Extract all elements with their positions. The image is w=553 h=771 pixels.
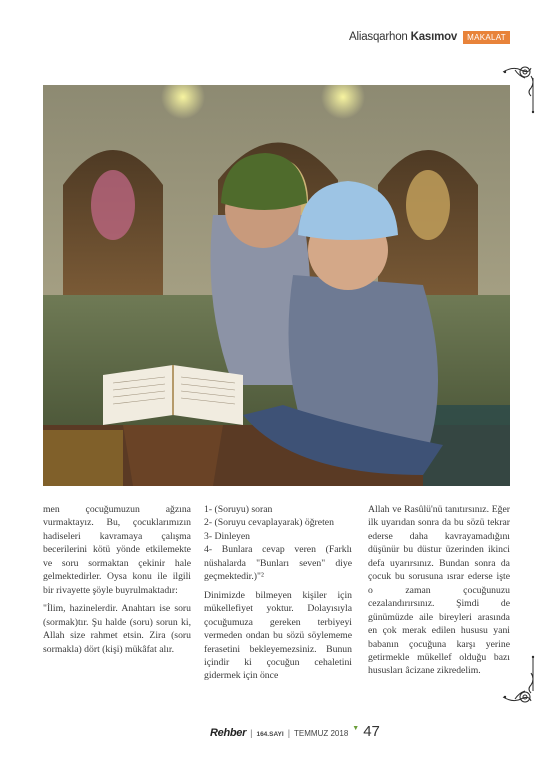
list-item: 3- Dinleyen	[204, 530, 251, 542]
page-footer	[210, 723, 380, 740]
issue-number: 164.SAYI	[256, 731, 284, 738]
section-tag: MAKALAT	[463, 31, 510, 44]
text-column-2	[204, 503, 352, 688]
paragraph: men çocuğumuzun ağzına vurmaktayız. Bu, çocuklarımızın hadiseleri kavramaya çalışma becerilerini kötü yönde etkilemekte ve soru sormaktan çekinir hale gelmektedirler. Oysa konu ile ilgili bir rivayette şöyle buyrulmaktadır:	[43, 504, 191, 596]
text-column-3	[368, 503, 510, 683]
magazine-brand: Rehber	[210, 727, 247, 739]
corner-ornament-bottom	[501, 655, 537, 707]
issue-date: TEMMUZ 2018	[294, 729, 349, 738]
list-item: 4- Bunlara cevap veren (Farklı nüshalarda "Bunları seven" diye geçmektedir.)"²	[204, 544, 352, 583]
photo-boys-reading	[43, 85, 510, 486]
page-number: 47	[363, 723, 380, 740]
page-header	[349, 30, 510, 44]
paragraph: Allah ve Rasûlü'nü tanıtırsınız. Eğer ilk uyarıdan sonra da bu sözü tekrar ederse daha kavrayamadığını düşünür bu düstur üzerinden ikinci defa uyarırsınız. Bundan sonra da çocuk bu sorusuna ısrar ederse işte o zaman çocuğunuzu cezalandırırsınız. Şimdi de günümüzde aile bireyleri arasında en çok merak edilen hususu yani babanın çocuğuna karşı yerine getirmekle mükellef olduğu bazı hususları âcizane zikredelim.	[368, 504, 510, 677]
list-item: 2- (Soruyu cevaplayarak) öğreten	[204, 517, 334, 529]
photo-two-boys-reading-quran	[43, 85, 510, 486]
divider: |	[250, 728, 253, 738]
paragraph: Dinimizde bilmeyen kişiler için mükellefiyet yoktur. Dolayısıyla çocuğumuza gereken terbiyeyi vermeden ondan bu sözü söylememe ferasetini bekleyemezsiniz. Bunun içindir ki çocuğun cehaletini gidermek için önce	[204, 589, 352, 682]
text-column-1	[43, 503, 191, 661]
list-item: 1- (Soruyu) soran	[204, 504, 273, 515]
divider: |	[287, 728, 291, 738]
triangle-icon: ▼	[352, 725, 360, 732]
paragraph: "İlim, hazinelerdir. Anahtarı ise soru (sormak)tır. Şu halde (soru) sorun ki, Allah size rahmet etsin. Zira (soru sormakla) dört (kişi) mükâfat alır.	[43, 603, 191, 655]
author-name: Aliasqarhon Kasımov	[349, 31, 458, 43]
